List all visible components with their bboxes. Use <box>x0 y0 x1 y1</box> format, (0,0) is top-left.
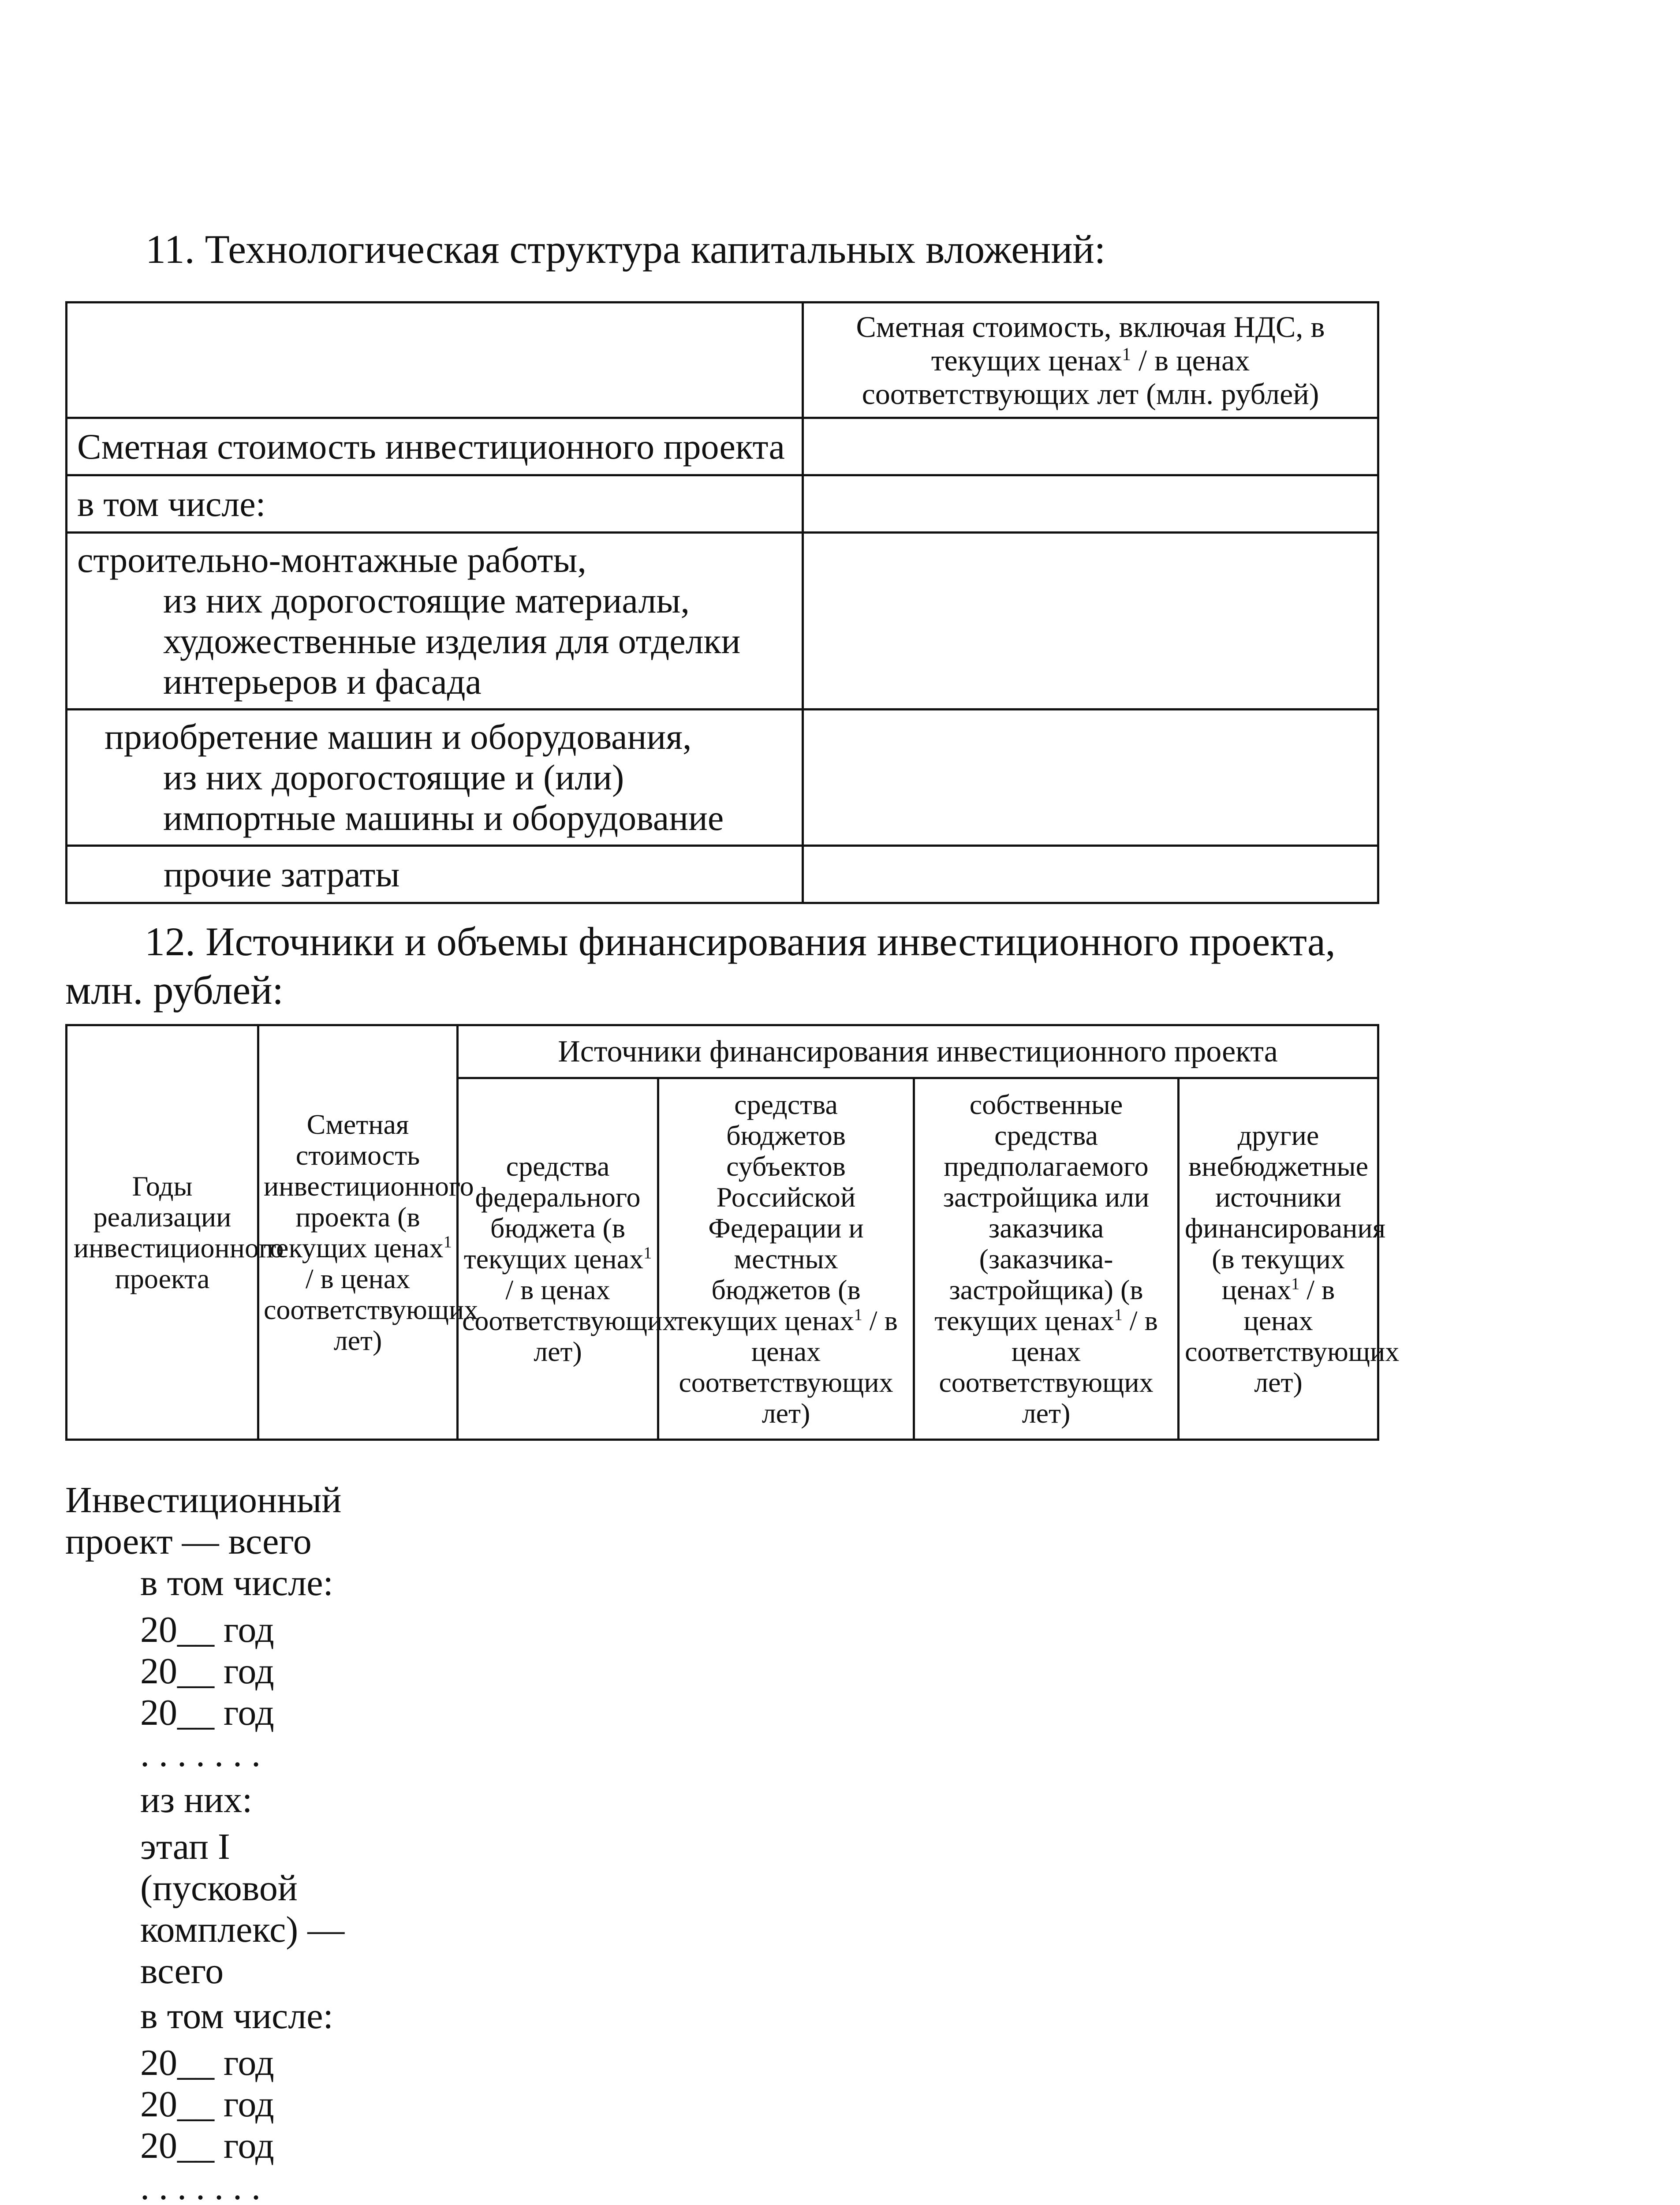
regional-budget-column-header: средства бюджетов субъектов Российской Федерации и местных бюджетов (в текущих ценах$^1$ / в ценах соответствующих лет) <box>658 1078 914 1440</box>
list-item: 20__ год <box>140 1651 274 1692</box>
section-12-heading: 12. Источники и объемы финансирования инвестиционного проекта, млн. рублей: <box>65 919 1336 1013</box>
federal-budget-column-header: средства федерального бюджета (в текущих ценах$^1$ / в ценах соответствующих лет) <box>458 1078 658 1440</box>
empty-header-cell <box>67 303 803 418</box>
list-item: 20__ год <box>140 1692 274 1733</box>
list-item: в том числе: <box>140 1996 333 2037</box>
value-cell <box>803 475 1378 533</box>
financing-sources-table <box>65 1024 1400 1441</box>
value-cell <box>803 533 1378 710</box>
list-item: Инвестиционный проект — всего <box>65 1480 342 1562</box>
table-row <box>67 710 1378 846</box>
years-column-header: Годы реализации инвестиционного проекта <box>67 1025 258 1440</box>
list-item: . . . . . . . <box>140 2167 261 2205</box>
list-item: 20__ год <box>140 2125 274 2166</box>
estimate-column-header: Сметная стоимость, включая НДС, в текущих ценах$^1$ / в ценах соответствующих лет (млн. рублей) <box>803 303 1378 418</box>
table-row <box>67 418 1378 475</box>
value-cell <box>803 710 1378 846</box>
list-item: . . . . . . . <box>140 1734 261 1775</box>
estimate-column-header: Сметная стоимость инвестиционного проекта (в текущих ценах$^1$ / в ценах соответствующих лет) <box>258 1025 458 1440</box>
list-item: этап I (пусковой комплекс) — всего <box>140 1826 345 1992</box>
list-item: 20__ год <box>140 2084 274 2125</box>
row-label: Сметная стоимость инвестиционного проекта <box>67 418 803 475</box>
other-sources-column-header: другие внебюджетные источники финансирования (в текущих ценах$^1$ / в ценах соответствующих лет) <box>1179 1078 1378 1440</box>
value-cell <box>803 418 1378 475</box>
table-row <box>67 846 1378 903</box>
sources-group-header: Источники финансирования инвестиционного проекта <box>458 1025 1378 1078</box>
list-item: из них: <box>140 1779 253 1820</box>
row-label: прочие затраты <box>67 846 803 903</box>
row-labels-list <box>65 1480 418 2205</box>
table-header-row <box>67 1025 1378 1078</box>
row-label: приобретение машин и оборудования, из них дорогостоящие и (или) импортные машины и оборудование <box>67 710 803 846</box>
list-item: 20__ год <box>140 1609 274 1650</box>
row-label: в том числе: <box>67 475 803 533</box>
section-11-heading: 11. Технологическая структура капитальных вложений: <box>146 227 1106 272</box>
value-cell <box>803 846 1378 903</box>
list-item: 20__ год <box>140 2042 274 2083</box>
table-header-row <box>67 303 1378 418</box>
table-row <box>67 533 1378 710</box>
list-item: в том числе: <box>140 1562 333 1603</box>
capital-structure-table <box>65 301 1379 904</box>
own-funds-column-header: собственные средства предполагаемого застройщика или заказчика (заказчика-застройщика) (в текущих ценах$^1$ / в ценах соответствующих лет) <box>914 1078 1179 1440</box>
row-label: строительно-монтажные работы, из них дорогостоящие материалы, художественные изделия для отделки интерьеров и фасада <box>67 533 803 710</box>
table-row <box>67 475 1378 533</box>
